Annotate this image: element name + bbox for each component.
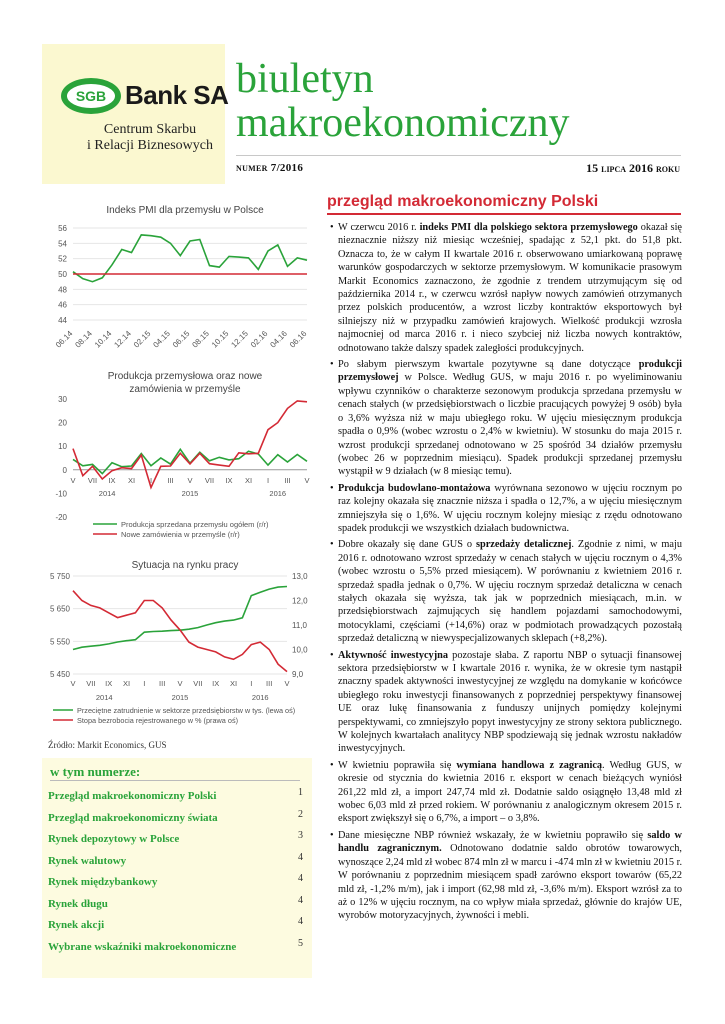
y-tick-label: -20: [55, 513, 67, 522]
toc-item[interactable]: [48, 787, 303, 802]
legend-label: Stopa bezrobocia rejestrowanego w % (prawa oś): [77, 716, 239, 725]
toc-item-page: 4: [298, 873, 303, 884]
section-title-underline: [327, 213, 681, 215]
year-label: 2014: [95, 693, 113, 702]
text: W czerwcu 2016 r.: [338, 222, 420, 233]
toc-item[interactable]: [48, 916, 303, 931]
toc-item[interactable]: [48, 873, 303, 888]
year-label: 2016: [269, 488, 287, 498]
y-tick-label: 44: [58, 316, 67, 325]
chart-production-title-line-1: Produkcja przemysłowa oraz nowe: [107, 371, 263, 382]
toc-item-page: 3: [298, 830, 303, 841]
text: . Zgodnie z nimi, w maju 2016 r. odnotowano wzrost sprzedaży w cenach stałych w ujęciu rocznym o 4,3% (wobec wzrostu o 5,5% przed miesiącem). W porównaniu z kwietniem 2016 r. sprzedaż spadła jednak o 0,7%. W ujęciu rocznym sprzedaż detaliczna w cenach stałych okazała się wyższa, tak jak w poprzednich miesiącach, m.in. w przedsiębiorstwach zajmujących się handlem pojazdami samochodowymi, motocyklami, częściami (+14,6%) oraz w podmiotach prowadzących pozostałą sprzedaż detaliczną w niewyspecjalizowanych sklepach (+8,2%).: [338, 539, 682, 645]
toc-item-label: Rynek depozytowy w Polsce: [48, 833, 180, 845]
x-tick-label: VII: [86, 679, 96, 688]
text: Po słabym pierwszym kwartale pozytywne są dane dotyczące: [338, 359, 639, 371]
y-left-tick-label: 5 450: [49, 670, 70, 679]
x-tick-label: I: [143, 679, 146, 688]
keyword: Aktywność inwestycyjna: [338, 649, 448, 661]
x-tick-label: V: [70, 475, 76, 485]
keyword: sprzedaży detalicznej: [475, 539, 572, 551]
paragraph-trade-balance: [330, 829, 682, 923]
text: Odnotowano dodatnie saldo obrotów towarowych, wynoszące 2,24 mld zł wobec 874 mln zł w marcu i -474 mln zł w kwietniu 2015 r. W porównaniu z poprzednim miesiącem spadł zarówno eksport towarów (65,22 mld zł, -1,2% m/m), jak i import (62,98 mld zł, -3,6% m/m). Eksport wzrósł za to aż o 12% w ujęciu rocznym, na co wpływ miała sprzedaż, głównie do krajów UE, wyrobów motoryzacyjnych, żywności i mebli.: [338, 843, 683, 922]
x-tick-label: 10.15: [209, 329, 231, 350]
x-tick-label: XI: [244, 475, 253, 485]
x-tick-label: 04.15: [151, 329, 172, 350]
y-tick-label: 0: [62, 465, 67, 475]
y-left-tick-label: 5 650: [49, 604, 70, 614]
x-tick-label: V: [304, 475, 310, 485]
y-tick-label: 20: [58, 418, 67, 428]
toc-item-page: 4: [298, 894, 303, 906]
x-tick-label: XI: [127, 475, 136, 485]
bulletin-title: [236, 57, 570, 145]
employment-series-line: [73, 587, 287, 650]
text: W kwietniu poprawiła się: [338, 759, 457, 771]
x-tick-label: VII: [87, 475, 98, 485]
keyword: wymiana handlowa z zagranicą: [456, 759, 603, 771]
toc-item-label: Rynek długu: [48, 897, 108, 910]
x-tick-label: III: [266, 679, 273, 688]
x-tick-label: 08.15: [190, 329, 211, 350]
year-label: 2015: [181, 488, 199, 498]
keyword: saldo w handlu zagranicznym.: [338, 829, 682, 855]
text: okazał się nieznacznie niższy niż miesiąc wcześniej, spadając z 52,1 pkt. do 51,8 pkt. Oznacza to, że w całym II kwartale 2016 r. obserwowano umiarkowaną poprawę warunków gospodarczych w sektorze przemysłowym. W komunikacie prasowym Markit Economics zaznaczono, że zgodnie z trendem utrzymującym się od października 2014 r., w czerwcu wzrósł napływ nowych zamówień otrzymanych przez polskich producentów, a wzrost liczby kontraktów eksportowych był silniejszy niż w przypadku zamówień krajowych. Wielkość produkcji wzrosła najmocniej od marca 2016 r. i nieco szybciej niż liczba nowych kontraktów, odnotowano także dalszy spadek zaległości produkcyjnych.: [338, 222, 682, 354]
legend-label: Nowe zamówienia w przemyśle (r/r): [121, 530, 240, 539]
y-tick-label: 54: [58, 239, 67, 249]
x-tick-label: 08.14: [73, 329, 94, 350]
x-tick-label: V: [187, 475, 193, 485]
y-tick-label: 10: [58, 442, 67, 452]
department-line-2: i Relacji Biznesowych: [87, 138, 213, 153]
keyword: Produkcja budowlano-montażowa: [338, 482, 491, 494]
y-tick-label: 52: [58, 254, 67, 264]
y-right-tick-label: 10,0: [292, 645, 308, 655]
text: wyrównana sezonowo w ujęciu rocznym po raz kolejny okazała się znacznie niższa i spadła o 12,7%, a w ujęciu miesięcznym zmniejszyła się o 1,6%. W ujęciu rocznym kolejny miesiąc z rzędu odnotowano spadek produkcji we wszystkich działach budownictwa.: [338, 482, 682, 534]
text: Dobre okazały się dane GUS o: [338, 539, 476, 551]
chart-pmi: [45, 220, 315, 360]
issue-date: 15 lipca 2016 roku: [586, 161, 680, 175]
toc-item[interactable]: [48, 937, 303, 953]
x-tick-label: I: [266, 475, 270, 485]
x-tick-label: 06.16: [287, 329, 309, 350]
chart-source: Źródło: Markit Economics, GUS: [48, 740, 167, 750]
y-tick-label: 50: [58, 270, 67, 279]
title-line-1: biuletyn: [236, 56, 374, 102]
text: w Polsce. Według GUS, w maju 2016 r. po wyeliminowaniu wpływu czynników o charakterze sezonowym produkcja sprzedana przemysłu w cenach stałych (w przedsiębiorstwach o liczbie pracujących powyżej 9 osób) była o 3,6% wyższa niż w maju ubiegłego roku. W ujęciu miesięcznym produkcja spadła o 0,9% (wobec wzrostu o 2,4% w kwietniu). W stosunku do maja 2015 r. wzrost produkcji sprzedanej odnotowano w 25 spośród 34 działów przemysłu (wobec 26 w poprzednim miesiącu). Spadek produkcji sprzedanej przemysłu wystąpił w 9 działach (w 8 miesiąc temu).: [338, 372, 682, 478]
chart-labour-title: Sytuacja na rynku pracy: [131, 560, 239, 571]
y-tick-label: 30: [58, 395, 67, 404]
toc-heading-underline: [50, 780, 300, 781]
y-tick-label: 46: [58, 300, 67, 310]
sgb-logo-icon: [60, 76, 122, 116]
toc-item-page: 2: [298, 808, 303, 820]
keyword: produkcji przemysłowej: [338, 359, 682, 384]
chart-production-title: [50, 370, 320, 396]
y-left-tick-label: 5 550: [49, 637, 70, 647]
y-right-tick-label: 12,0: [292, 596, 308, 606]
x-tick-label: IX: [225, 475, 233, 485]
text: . Według GUS, w okresie od stycznia do kwietnia 2016 r. eksport w cenach bieżących wyniósł 261,22 mld zł, a import 247,74 mld zł. Dodatnie saldo osiągnęło 13,48 mld zł wobec 6,03 mld zł przed rokiem. W porównaniu z analogicznym okresem 2015 r. eksport zwiększył się o 6,7%, a import – o 3,8%.: [338, 759, 682, 825]
toc-item-label: Przegląd makroekonomiczny świata: [48, 811, 218, 824]
title-line-2: makroekonomiczny: [236, 100, 570, 146]
logo-sgb-text: SGB: [75, 88, 107, 104]
chart-pmi-title: Indeks PMI dla przemysłu w Polsce: [106, 205, 264, 216]
y-tick-label: 56: [58, 224, 67, 233]
x-tick-label: I: [250, 679, 253, 688]
x-tick-label: I: [149, 475, 153, 485]
x-tick-label: IX: [105, 679, 113, 688]
text: pozostaje słaba. Z raportu NBP o sytuacji finansowej sektora przedsiębiorstw w I kwartale 2016 r. wynika, że w okresie tym nastąpił znaczny spadek aktywności inwestycyjnej ze względu na domykanie w końcówce ubiegłego roku inwestycji finansowanych z poprzedniej perspektywy finansowej UE oraz lukę finansowania z funduszy unijnych pomiędzy kolejnymi perspektywami, co zmniejszyło popyt inwestycyjny ze strony sektora publicznego. W kolejnych kwartałach analitycy NBP spodziewają się jednak wzrostu nakładów inwestycyjnych.: [338, 649, 682, 755]
text: Dane miesięczne NBP również wskazały, że w kwietniu poprawiło się: [338, 829, 648, 841]
logo-bank-text: Bank SA: [125, 80, 229, 110]
paragraph-investment: [330, 649, 682, 756]
article-body: [330, 221, 682, 926]
year-label: 2014: [98, 488, 116, 498]
issue-number: numer 7/2016: [236, 162, 304, 174]
x-tick-label: IX: [212, 679, 220, 688]
y-tick-label: 48: [58, 285, 67, 295]
x-tick-label: 12.14: [112, 329, 133, 350]
toc-item[interactable]: [48, 830, 303, 845]
y-right-tick-label: 13,0: [292, 572, 308, 581]
x-tick-label: 10.14: [92, 329, 114, 350]
header-divider: [236, 155, 681, 156]
toc-item-label: Wybrane wskaźniki makroekonomiczne: [48, 940, 237, 953]
x-tick-label: III: [167, 475, 174, 485]
y-tick-label: -10: [55, 489, 67, 499]
x-tick-label: III: [284, 475, 291, 485]
toc-item[interactable]: [48, 851, 303, 867]
x-tick-label: XI: [122, 679, 131, 688]
paragraph-production: [330, 358, 682, 479]
x-tick-label: III: [159, 679, 166, 688]
toc-item[interactable]: [48, 894, 303, 910]
x-tick-label: VII: [193, 679, 203, 688]
section-title: przegląd makroekonomiczny Polski: [327, 193, 599, 210]
x-tick-label: 04.16: [268, 329, 289, 350]
y-left-tick-label: 5 750: [49, 572, 70, 581]
paragraph-retail: [330, 538, 682, 645]
toc-item-page: 1: [298, 787, 303, 798]
x-tick-label: XI: [229, 679, 238, 688]
toc-item-page: 5: [298, 937, 303, 949]
toc-item-label: Przegląd makroekonomiczny Polski: [48, 790, 217, 802]
x-tick-label: 06.15: [170, 329, 192, 350]
toc-item-page: 4: [298, 851, 303, 863]
paragraph-trade: [330, 759, 682, 826]
department-line-1: Centrum Skarbu: [103, 122, 197, 137]
x-tick-label: V: [70, 679, 76, 688]
chart-production-title-line-2: zamówienia w przemyśle: [129, 384, 241, 395]
toc-item-label: Rynek walutowy: [48, 854, 127, 867]
toc-item-label: Rynek międzybankowy: [48, 876, 158, 888]
x-tick-label: 06.14: [53, 329, 75, 350]
toc-item[interactable]: [48, 808, 303, 824]
x-tick-label: 02.15: [131, 329, 153, 350]
x-tick-label: V: [177, 679, 183, 688]
toc-item-page: 4: [298, 916, 303, 927]
y-right-tick-label: 9,0: [292, 670, 304, 679]
chart-production: [45, 395, 315, 545]
y-right-tick-label: 11,0: [292, 621, 307, 630]
orders-series-line: [73, 401, 310, 488]
paragraph-pmi: [330, 221, 682, 355]
x-tick-label: 12.15: [229, 329, 250, 350]
year-label: 2015: [171, 693, 189, 702]
toc-heading: w tym numerze:: [50, 764, 141, 779]
keyword: indeks PMI dla polskiego sektora przemysłowego: [419, 222, 638, 233]
toc-item-label: Rynek akcji: [48, 919, 105, 931]
x-tick-label: V: [284, 679, 290, 688]
department-name: [70, 122, 230, 154]
legend-label: Produkcja sprzedana przemysłu ogółem (r/r): [121, 520, 269, 529]
x-tick-label: VII: [204, 475, 215, 485]
legend-label: Przeciętne zatrudnienie w sektorze przedsiębiorstw w tys. (lewa oś): [77, 706, 296, 715]
x-tick-label: 02.16: [248, 329, 270, 350]
x-tick-label: IX: [108, 475, 116, 485]
unemployment-series-line: [73, 591, 287, 672]
year-label: 2016: [251, 693, 269, 702]
paragraph-construction: [330, 482, 682, 536]
chart-labour: [45, 572, 320, 734]
